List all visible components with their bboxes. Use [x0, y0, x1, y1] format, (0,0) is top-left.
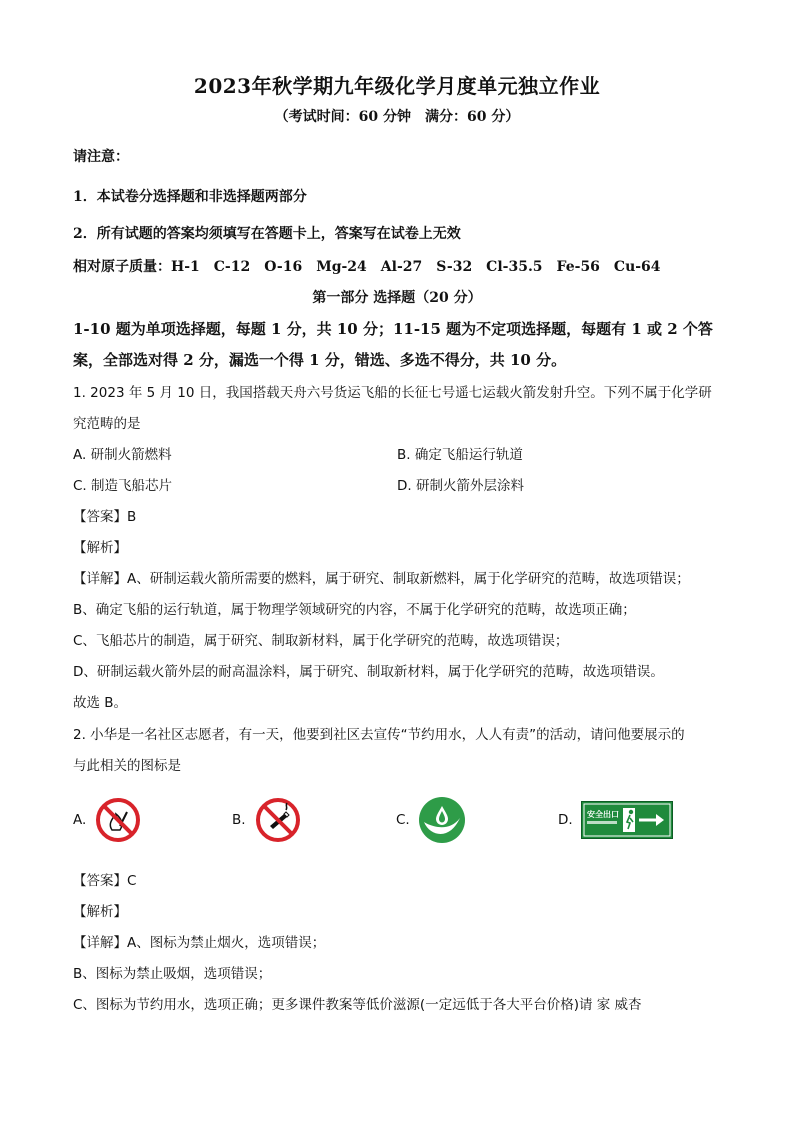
- q1-answer: B: [127, 509, 137, 525]
- q2-detail-1: A、图标为禁止烟火，选项错误；: [127, 935, 326, 951]
- q1-option-d: D. 研制火箭外层涂料: [397, 478, 524, 494]
- q2-detail-1-line: [73, 931, 325, 951]
- q2-option-d-label: D.: [558, 812, 573, 828]
- q1-option-c: C. 制造飞船芯片: [73, 478, 173, 494]
- section-title: 第一部分 选择题（20 分）: [312, 290, 482, 306]
- q2-option-b-label: B.: [232, 812, 246, 828]
- no-smoking-icon: [254, 796, 302, 844]
- exam-info: （考试时间：60 分钟 满分：60 分）: [274, 109, 520, 125]
- detail-tag: 【详解】: [73, 935, 127, 951]
- q1-detail-1-line: [73, 567, 690, 587]
- page-title: 2023年秋学期九年级化学月度单元独立作业: [193, 74, 601, 98]
- q2-option-d: [558, 796, 673, 844]
- q2-detail-3: C、图标为节约用水，选项正确；更多课件教案等低价滋源(一定远低于各大平台价格)请 家 威杏: [73, 997, 642, 1013]
- notice-label: 请注意：: [73, 149, 129, 165]
- section-instruction-1: 1-10 题为单项选择题，每题 1 分，共 10 分；11-15 题为不定项选择题，每题有 1 或 2 个答: [73, 320, 713, 338]
- q1-stem-1: 1. 2023 年 5 月 10 日，我国搭载天舟六号货运飞船的长征七号遥七运载火箭发射升空。下列不属于化学研: [73, 385, 712, 401]
- notice-item-1: 1．本试卷分选择题和非选择题两部分: [73, 189, 307, 205]
- q1-option-b: B. 确定飞船运行轨道: [397, 447, 523, 463]
- q1-detail-3: C、飞船芯片的制造，属于研究、制取新材料，属于化学研究的范畴，故选项错误；: [73, 633, 569, 649]
- q2-option-a: [73, 796, 142, 844]
- q2-option-a-label: A.: [73, 812, 87, 828]
- q2-option-c-label: C.: [396, 812, 410, 828]
- no-fire-icon: [94, 796, 142, 844]
- detail-tag: 【详解】: [73, 571, 127, 587]
- section-instruction-2: 案，全部选对得 2 分，漏选一个得 1 分，错选、多选不得分，共 10 分。: [73, 351, 567, 369]
- q2-analysis-tag: 【解析】: [73, 904, 127, 920]
- q2-option-c: [396, 796, 466, 844]
- notice-item-2: 2．所有试题的答案均须填写在答题卡上，答案写在试卷上无效: [73, 226, 461, 242]
- water-saving-icon: [418, 796, 466, 844]
- q1-answer-line: [73, 505, 136, 525]
- atomic-masses: 相对原子质量：H-1 C-12 O-16 Mg-24 Al-27 S-32 Cl-35.5 Fe-56 Cu-64: [73, 259, 661, 275]
- q1-detail-2: B、确定飞船的运行轨道，属于物理学领域研究的内容，不属于化学研究的范畴，故选项正确；: [73, 602, 636, 618]
- q2-answer: C: [127, 873, 137, 889]
- q1-conclusion: 故选 B。: [73, 695, 128, 711]
- answer-tag: 【答案】: [73, 873, 127, 889]
- q2-detail-2: B、图标为禁止吸烟，选项错误；: [73, 966, 272, 982]
- q2-answer-line: [73, 869, 136, 889]
- q2-stem-1: 2. 小华是一名社区志愿者，有一天，他要到社区去宣传“节约用水，人人有责”的活动，请问他要展示的: [73, 727, 685, 743]
- exit-sign-icon: [581, 801, 673, 839]
- q1-stem-2: 究范畴的是: [73, 416, 141, 432]
- q1-detail-1: A、研制运载火箭所需要的燃料，属于研究、制取新燃料，属于化学研究的范畴，故选项错误；: [127, 571, 690, 587]
- q1-detail-4: D、研制运载火箭外层的耐高温涂料，属于研究、制取新材料，属于化学研究的范畴，故选项错误。: [73, 664, 664, 680]
- q2-stem-2: 与此相关的图标是: [73, 758, 181, 774]
- q1-option-a: A. 研制火箭燃料: [73, 447, 172, 463]
- answer-tag: 【答案】: [73, 509, 127, 525]
- exit-sign-text: 安全出口: [586, 810, 619, 819]
- q1-analysis-tag: 【解析】: [73, 540, 127, 556]
- q2-option-b: [232, 796, 302, 844]
